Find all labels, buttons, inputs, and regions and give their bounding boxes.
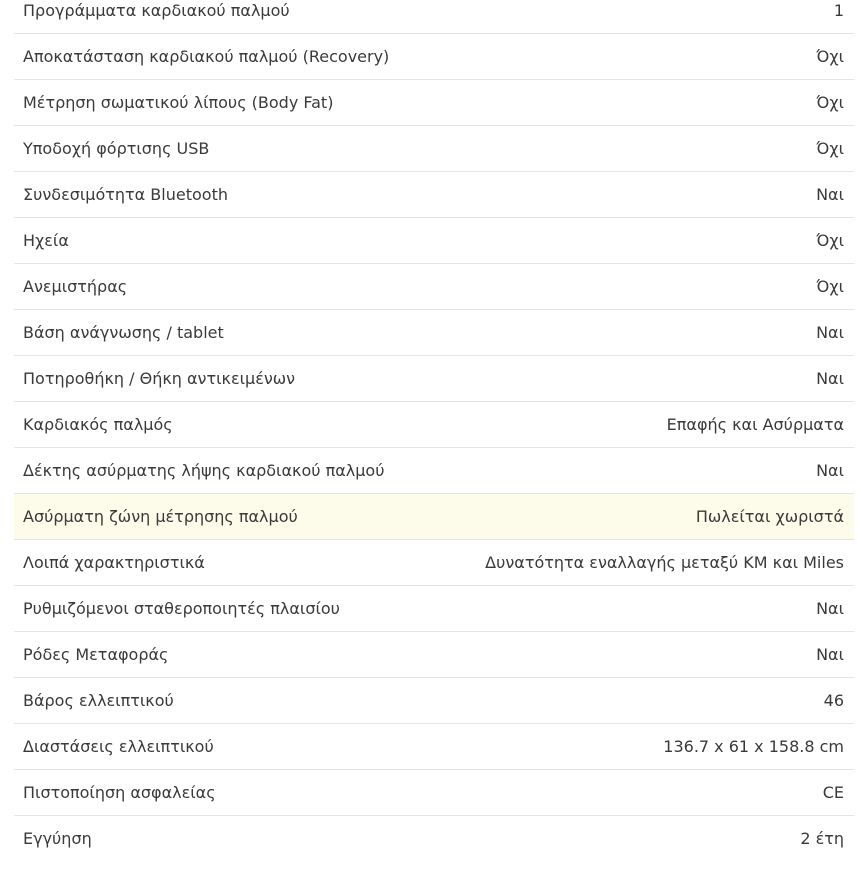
spec-value: Όχι: [816, 276, 844, 296]
spec-value: Όχι: [816, 230, 844, 250]
spec-value: CE: [822, 782, 844, 802]
spec-label: Ρυθμιζόμενοι σταθεροποιητές πλαισίου: [23, 598, 340, 618]
spec-value: 2 έτη: [800, 829, 844, 848]
spec-row-transport-wheels: [14, 632, 854, 678]
spec-value: Δυνατότητα εναλλαγής μεταξύ ΚΜ και Miles: [485, 552, 844, 572]
spec-row-body-fat: [14, 80, 854, 126]
spec-label: Υποδοχή φόρτισης USB: [23, 138, 210, 158]
spec-label: Μέτρηση σωματικού λίπους (Body Fat): [23, 92, 334, 112]
spec-row-dimensions: [14, 724, 854, 770]
spec-row-speakers: [14, 218, 854, 264]
spec-value: Όχι: [816, 46, 844, 66]
spec-row-heart-rate-programs: [14, 0, 854, 34]
spec-label: Βάρος ελλειπτικού: [23, 690, 174, 710]
spec-row-weight: [14, 678, 854, 724]
spec-label: Προγράμματα καρδιακού παλμού: [23, 0, 290, 20]
spec-label: Βάση ανάγνωσης / tablet: [23, 322, 224, 342]
spec-value: 46: [823, 690, 844, 710]
spec-value: Πωλείται χωριστά: [695, 506, 844, 526]
spec-label: Εγγύηση: [23, 829, 92, 848]
spec-label: Αποκατάσταση καρδιακού παλμού (Recovery): [23, 46, 390, 66]
spec-row-wireless-receiver: [14, 448, 854, 494]
spec-table: [14, 0, 854, 862]
spec-value: Ναι: [816, 184, 844, 204]
spec-value: Ναι: [816, 460, 844, 480]
spec-value: Ναι: [816, 368, 844, 388]
spec-value: Όχι: [816, 138, 844, 158]
spec-label: Διαστάσεις ελλειπτικού: [23, 736, 214, 756]
spec-row-fan: [14, 264, 854, 310]
spec-row-warranty: [14, 816, 854, 862]
spec-label: Ποτηροθήκη / Θήκη αντικειμένων: [23, 368, 296, 388]
spec-label: Ρόδες Μεταφοράς: [23, 644, 169, 664]
spec-row-bluetooth: [14, 172, 854, 218]
spec-row-usb-charging: [14, 126, 854, 172]
spec-label: Συνδεσιμότητα Bluetooth: [23, 184, 228, 204]
spec-value: Ναι: [816, 322, 844, 342]
spec-label: Λοιπά χαρακτηριστικά: [23, 552, 205, 572]
spec-value: Ναι: [816, 644, 844, 664]
spec-label: Δέκτης ασύρματης λήψης καρδιακού παλμού: [23, 460, 385, 480]
spec-value: Ναι: [816, 598, 844, 618]
spec-row-other-features: [14, 540, 854, 586]
spec-row-certification: [14, 770, 854, 816]
spec-row-heart-rate: [14, 402, 854, 448]
spec-value: Όχι: [816, 92, 844, 112]
spec-label: Ασύρματη ζώνη μέτρησης παλμού: [23, 506, 298, 526]
spec-label: Καρδιακός παλμός: [23, 414, 173, 434]
spec-row-stabilizers: [14, 586, 854, 632]
spec-label: Πιστοποίηση ασφαλείας: [23, 782, 216, 802]
spec-row-recovery: [14, 34, 854, 80]
spec-value: 136.7 x 61 x 158.8 cm: [663, 736, 844, 756]
spec-label: Ηχεία: [23, 230, 69, 250]
spec-value: 1: [833, 0, 844, 20]
spec-label: Ανεμιστήρας: [23, 276, 128, 296]
spec-value: Επαφής και Ασύρματα: [666, 414, 844, 434]
spec-row-tablet-holder: [14, 310, 854, 356]
spec-row-chest-strap: [14, 494, 854, 540]
spec-row-cup-holder: [14, 356, 854, 402]
